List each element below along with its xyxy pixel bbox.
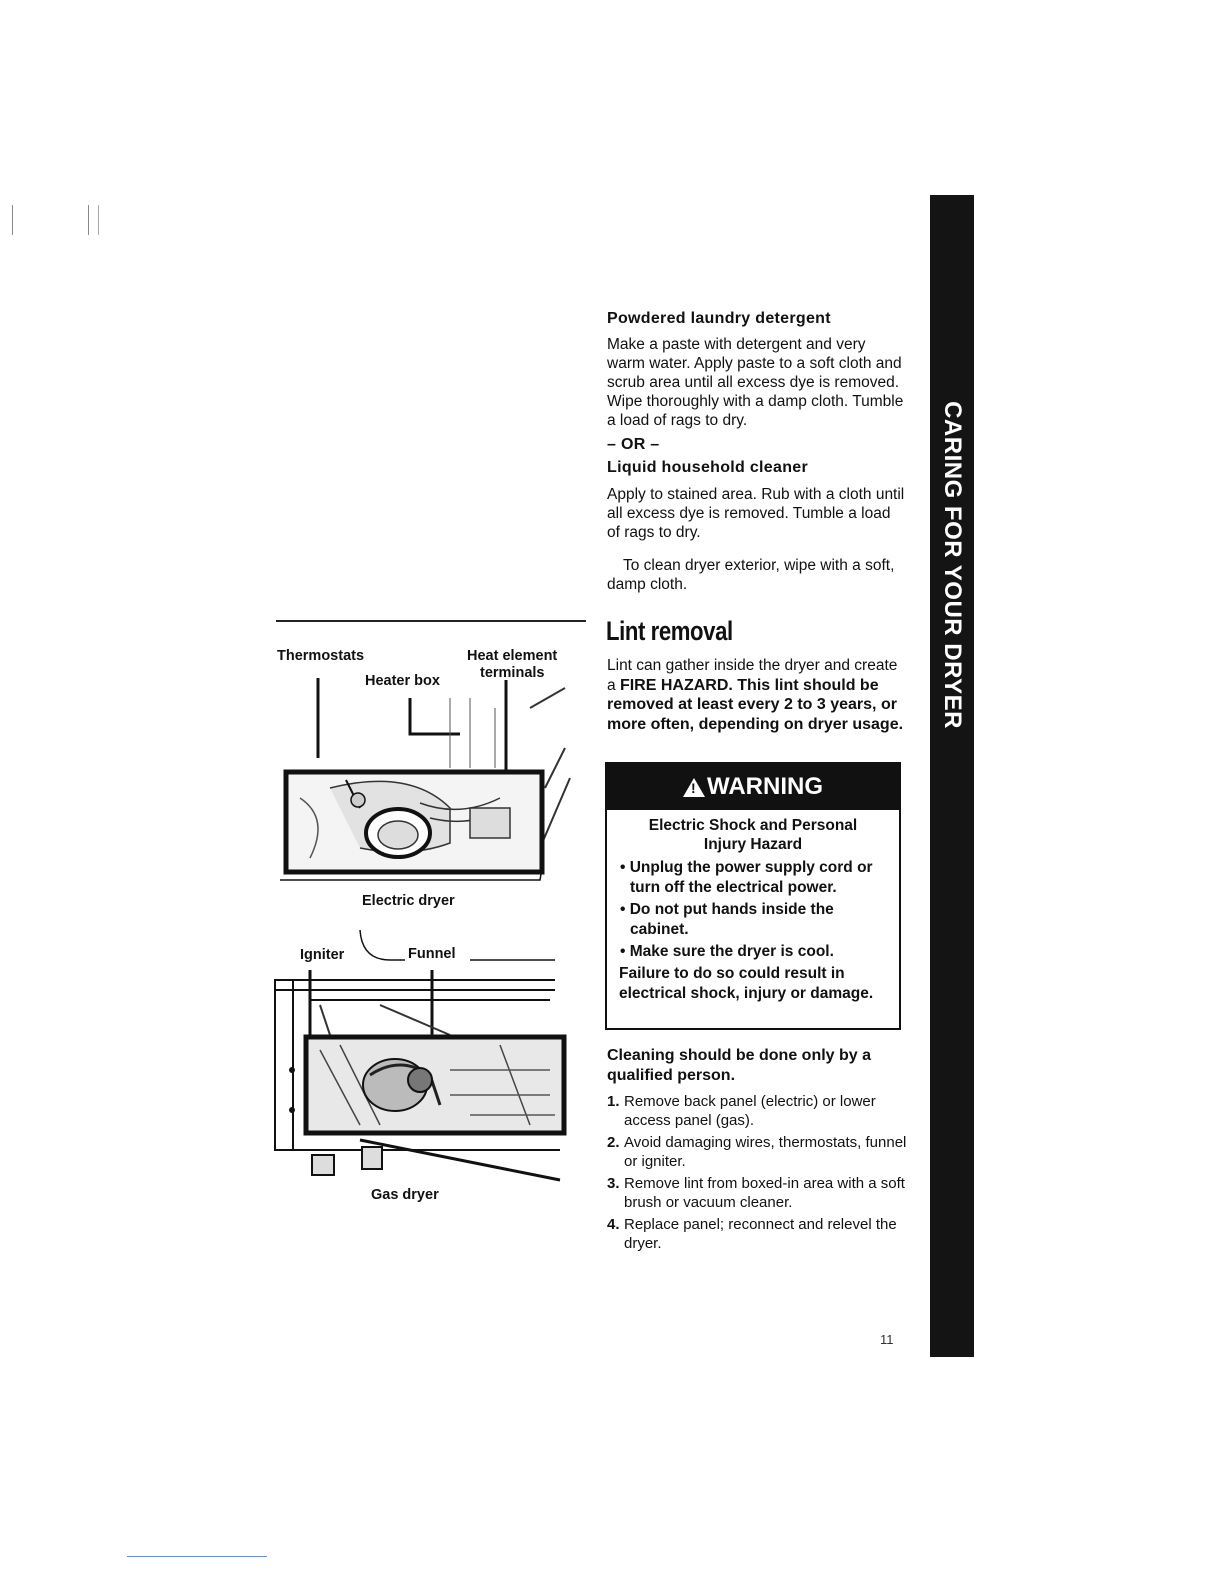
warning-header-label: WARNING xyxy=(707,773,823,800)
warning-item: • Unplug the power supply cord or turn off the electrical power. xyxy=(620,859,873,896)
cleaning-heading: Cleaning should be done only by a qualified person. xyxy=(607,1047,872,1084)
label-funnel: Funnel xyxy=(408,946,456,962)
cleaning-steps xyxy=(607,1093,907,1257)
list-item xyxy=(607,1216,907,1253)
scan-mark xyxy=(98,205,99,235)
warning-title: Electric Shock and Personal Injury Hazard xyxy=(648,817,858,853)
lint-intro xyxy=(607,656,907,734)
scan-mark xyxy=(12,205,13,235)
gas-dryer-caption: Gas dryer xyxy=(371,1187,439,1203)
side-tab-label: CARING FOR YOUR DRYER xyxy=(939,401,966,729)
label-heater-box: Heater box xyxy=(365,673,440,689)
lint-intro-bold: FIRE HAZARD. This lint should be removed at least every 2 to 3 years, or more often, depending on dryer usage. xyxy=(607,676,904,733)
lint-intro-plain: Lint can gather inside the dryer and create a xyxy=(607,657,898,694)
scan-mark xyxy=(88,205,89,235)
warning-item: • Do not put hands inside the cabinet. xyxy=(620,901,834,938)
label-heat-element: Heat element xyxy=(467,648,558,664)
scan-mark xyxy=(127,1556,267,1557)
step-text: Remove back panel (electric) or lower access panel (gas). xyxy=(624,1093,876,1129)
lint-title: Lint removal xyxy=(606,616,733,646)
electric-dryer-illustration xyxy=(270,668,580,898)
cleaner-text: Apply to stained area. Rub with a cloth until all excess dye is removed. Tumble a load of rags to dry. xyxy=(607,486,905,541)
step-number: 2. xyxy=(607,1134,620,1151)
label-thermostats: Thermostats xyxy=(277,648,365,664)
warning-item: • Make sure the dryer is cool. xyxy=(620,943,834,960)
cleaner-heading: Liquid household cleaner xyxy=(607,459,808,476)
step-text: Avoid damaging wires, thermostats, funnel or igniter. xyxy=(624,1134,907,1170)
gas-dryer-illustration xyxy=(270,925,570,1195)
warning-list xyxy=(616,858,896,965)
label-terminals: terminals xyxy=(480,665,545,681)
step-number: 1. xyxy=(607,1093,620,1110)
section-side-tab xyxy=(930,195,974,1357)
exterior-text: To clean dryer exterior, wipe with a soft, damp cloth. xyxy=(607,557,895,593)
step-text: Remove lint from boxed-in area with a soft brush or vacuum cleaner. xyxy=(624,1175,905,1211)
warning-header xyxy=(607,764,899,810)
step-text: Replace panel; reconnect and relevel the dryer. xyxy=(624,1216,897,1252)
section-divider xyxy=(276,620,586,622)
list-item xyxy=(607,1134,907,1171)
step-number: 4. xyxy=(607,1216,620,1233)
list-item xyxy=(607,1093,907,1130)
label-igniter: Igniter xyxy=(300,947,345,963)
warning-box xyxy=(605,762,901,1030)
detergent-text: Make a paste with detergent and very warm water. Apply paste to a soft cloth and scrub area until all excess dye is removed. Wipe thoroughly with a damp cloth. Tumble a load of rags to dry. xyxy=(607,336,904,429)
warning-triangle-icon xyxy=(683,778,705,797)
detergent-heading: Powdered laundry detergent xyxy=(607,310,831,327)
electric-dryer-caption: Electric dryer xyxy=(362,893,455,909)
step-number: 3. xyxy=(607,1175,620,1192)
page-number: 11 xyxy=(880,1332,894,1347)
warning-footer: Failure to do so could result in electrical shock, injury or damage. xyxy=(619,965,874,1002)
list-item xyxy=(607,1175,907,1212)
or-label: – OR – xyxy=(607,436,660,453)
